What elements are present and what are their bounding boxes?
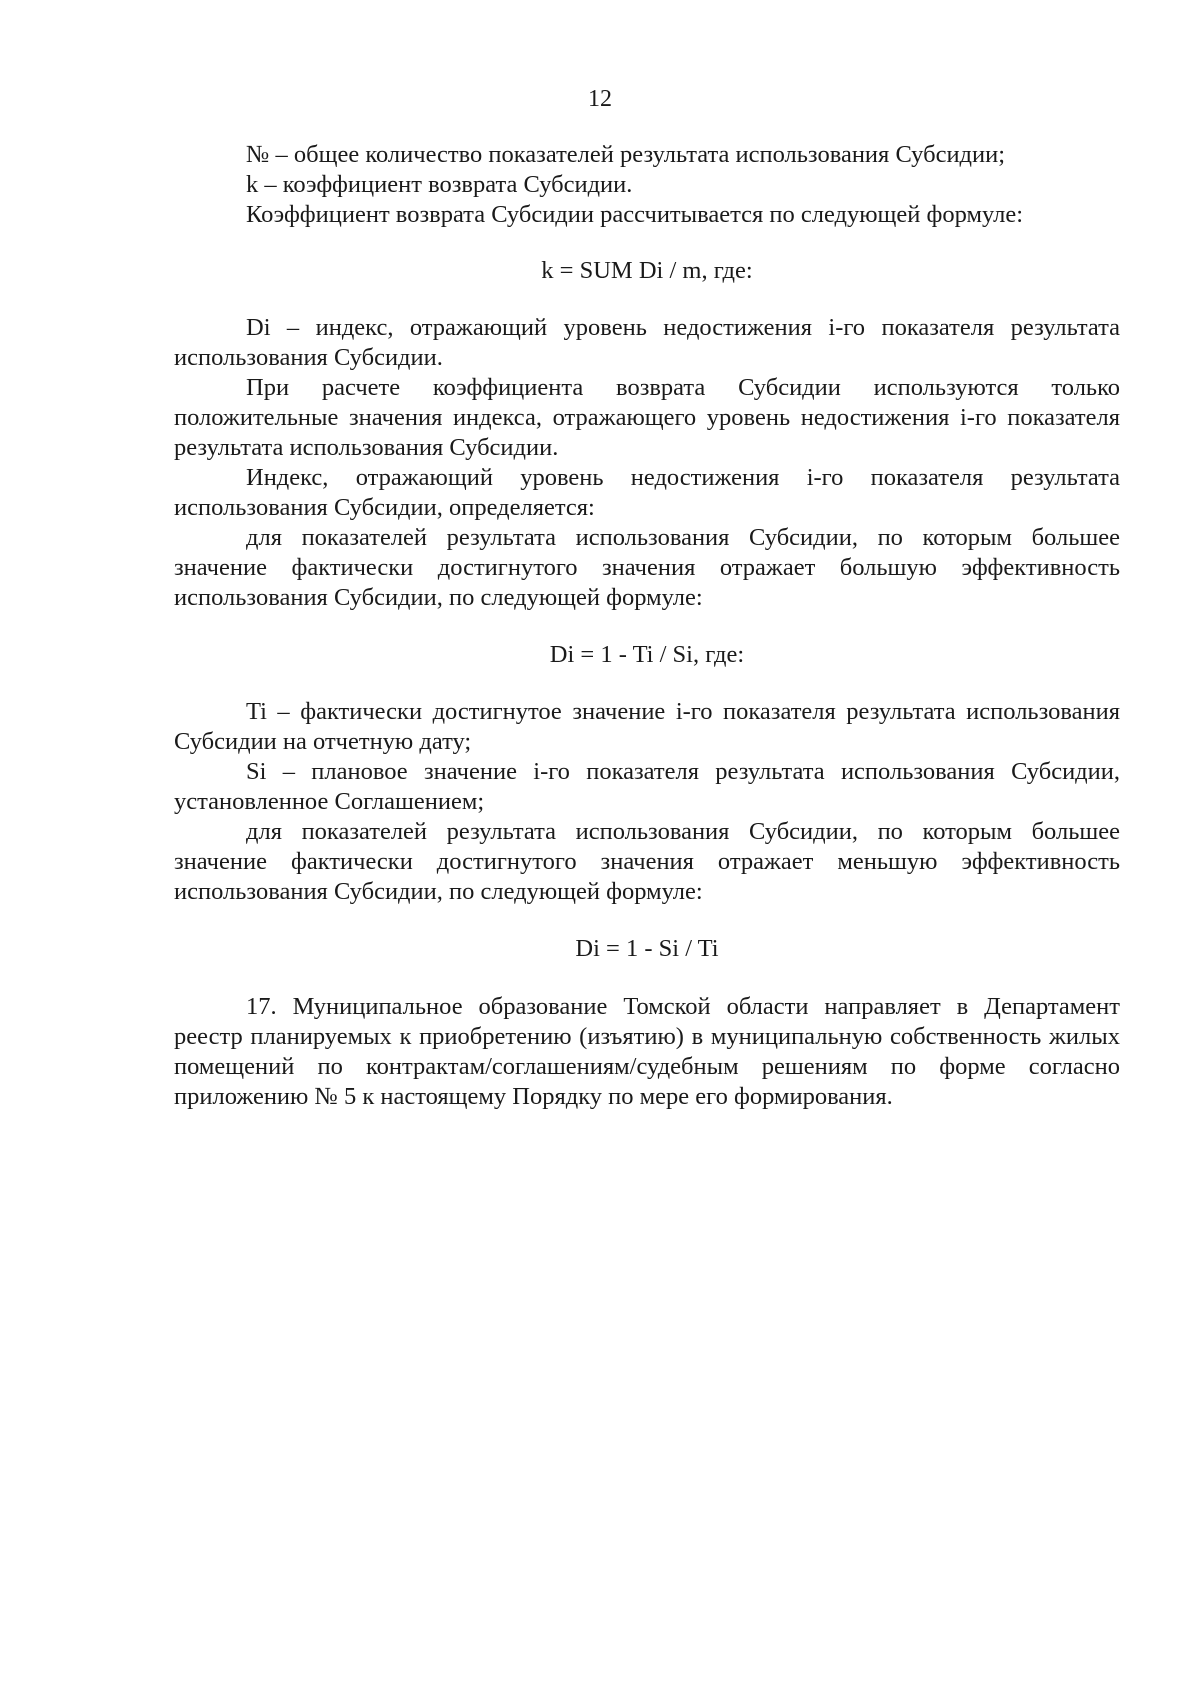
paragraph-coefficient-k: k – коэффициент возврата Субсидии. <box>246 171 633 198</box>
formula-di-si-ti: Di = 1 - Si / Ti <box>575 935 719 962</box>
spacer <box>174 907 1120 934</box>
spacer <box>174 613 1120 640</box>
paragraph-ti-definition: Ti – фактически достигнутое значение i-го показателя результата использования Субсидии на отчетную дату; <box>174 698 1120 755</box>
paragraph-di-definition: Di – индекс, отражающий уровень недостижения i-го показателя результата использования Субсидии. <box>174 314 1120 371</box>
spacer <box>174 286 1120 313</box>
page-number: 12 <box>588 86 612 112</box>
spacer <box>174 230 1120 256</box>
paragraph-si-definition: Si – плановое значение i-го показателя результата использования Субсидии, установленное Соглашением; <box>174 758 1120 815</box>
formula-k: k = SUM Di / m, где: <box>541 257 753 284</box>
paragraph-positive-values: При расчете коэффициента возврата Субсидии используются только положительные значения индекса, отражающего уровень недостижения i-го показателя результата использования Субсидии. <box>174 374 1120 461</box>
paragraph-greater-effectiveness: для показателей результата использования Субсидии, по которым большее значение фактически достигнутого значения отражает большую эффективность использования Субсидии, по следующей формуле: <box>174 524 1120 611</box>
paragraph-index-determined: Индекс, отражающий уровень недостижения i-го показателя результата использования Субсидии, определяется: <box>174 464 1120 521</box>
formula-di-ti-si: Di = 1 - Ti / Si, где: <box>549 641 745 668</box>
paragraph-coefficient-formula-intro: Коэффициент возврата Субсидии рассчитывается по следующей формуле: <box>246 201 1024 228</box>
document-body <box>174 140 1120 1112</box>
paragraph-indicator-count: № – общее количество показателей результата использования Субсидии; <box>246 141 1006 168</box>
spacer <box>174 670 1120 697</box>
spacer <box>174 964 1120 992</box>
paragraph-item-17: 17. Муниципальное образование Томской области направляет в Департамент реестр планируемых к приобретению (изъятию) в муниципальную собственность жилых помещений по контрактам/соглашениям/судебным решениям по форме согласно приложению № 5 к настоящему Порядку по мере его формирования. <box>174 993 1120 1110</box>
paragraph-lesser-effectiveness: для показателей результата использования Субсидии, по которым большее значение фактически достигнутого значения отражает меньшую эффективность использования Субсидии, по следующей формуле: <box>174 818 1120 905</box>
